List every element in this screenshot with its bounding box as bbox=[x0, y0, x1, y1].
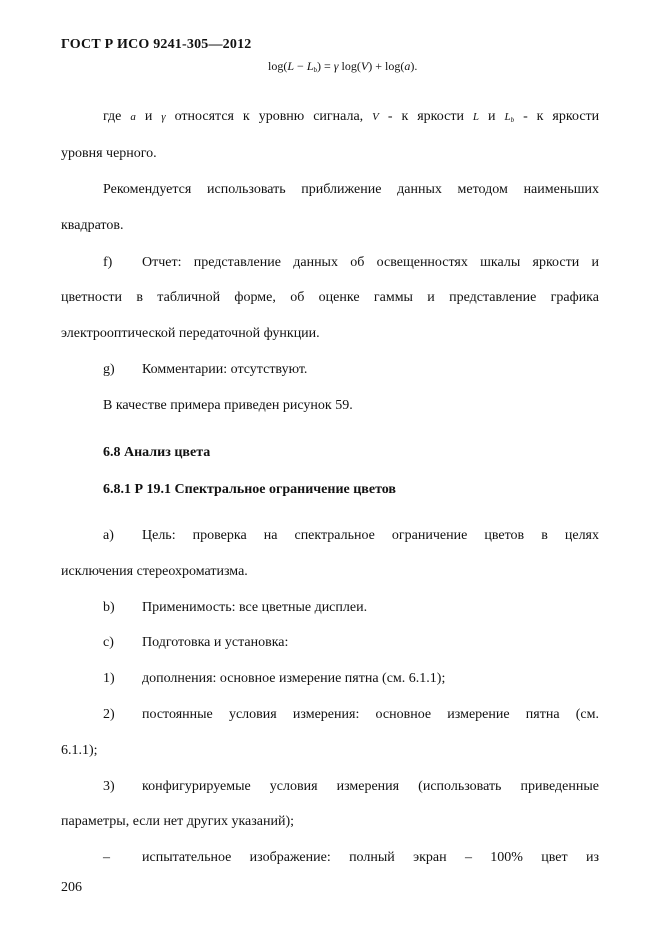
formula-V: V bbox=[360, 59, 369, 73]
item-a-line1: Цель: проверка на спектральное ограничение цветов в целях bbox=[142, 528, 599, 543]
heading-6-8-1: 6.8.1 Р 19.1 Спектральное ограничение цветов bbox=[103, 482, 396, 497]
where-w3: относятся к уровню сигнала, bbox=[174, 109, 364, 124]
item-1-text: дополнения: основное измерение пятна (см. 6.1.1); bbox=[142, 671, 446, 686]
item-b-label: b) bbox=[103, 600, 115, 615]
where-w4: - к яркости bbox=[387, 109, 464, 124]
where-Lb-sub: b bbox=[510, 116, 515, 124]
document-header: ГОСТ Р ИСО 9241-305—2012 bbox=[61, 37, 252, 52]
item-2-label: 2) bbox=[103, 707, 115, 722]
item-2-line1: постоянные условия измерения: основное измерение пятна (см. bbox=[142, 707, 599, 722]
item-a-line2: исключения стереохроматизма. bbox=[61, 564, 248, 579]
formula-a: a bbox=[404, 59, 411, 73]
para-recommend-line2: квадратов. bbox=[61, 218, 124, 233]
gamma-formula: $\log(L - L_b) = \gamma$ log(V) + log(a). bbox=[268, 59, 418, 74]
item-1-label: 1) bbox=[103, 671, 115, 686]
item-g-label: g) bbox=[103, 362, 115, 377]
item-3-line1: конфигурируемые условия измерения (использовать приведенные bbox=[142, 779, 599, 794]
item-3-line2: параметры, если нет других указаний); bbox=[61, 814, 295, 829]
item-f-line2: цветности в табличной форме, об оценке гаммы и представление графика bbox=[61, 290, 599, 305]
para-where-line1 bbox=[103, 109, 599, 125]
item-dash-label: – bbox=[103, 850, 110, 865]
para-recommend-line1: Рекомендуется использовать приближение данных методом наименьших bbox=[103, 182, 599, 197]
item-g-text: Комментарии: отсутствуют. bbox=[142, 362, 308, 377]
page-number: 206 bbox=[61, 880, 82, 895]
where-w5: и bbox=[488, 109, 496, 124]
item-b-text: Применимость: все цветные дисплеи. bbox=[142, 600, 368, 615]
para-example: В качестве примера приведен рисунок 59. bbox=[103, 398, 353, 413]
para-where-line2: уровня черного. bbox=[61, 146, 157, 161]
formula-gamma: γ bbox=[333, 59, 339, 73]
item-f-line1: Отчет: представление данных об освещенностях шкалы яркости и bbox=[142, 255, 599, 270]
item-c-label: c) bbox=[103, 635, 114, 650]
where-gamma: γ bbox=[161, 111, 166, 123]
item-dash-line1: испытательное изображение: полный экран – 100% цвет из bbox=[142, 850, 599, 865]
formula-plus: + bbox=[375, 59, 382, 73]
heading-6-8: 6.8 Анализ цвета bbox=[103, 445, 211, 460]
where-L: L bbox=[472, 111, 480, 123]
item-3-label: 3) bbox=[103, 779, 115, 794]
formula-Lb: L bbox=[306, 59, 314, 73]
item-2-line2: 6.1.1); bbox=[61, 743, 98, 758]
formula-log3: log bbox=[384, 59, 401, 73]
formula-L: L bbox=[287, 59, 295, 73]
where-V: V bbox=[372, 111, 379, 123]
where-w2: и bbox=[144, 109, 153, 124]
item-c-text: Подготовка и установка: bbox=[142, 635, 289, 650]
where-Lb bbox=[504, 111, 514, 123]
item-f-line3: электрооптической передаточной функции. bbox=[61, 326, 320, 341]
formula-eq: = bbox=[324, 59, 331, 73]
where-w6: - к яркости bbox=[523, 109, 600, 124]
where-w1: где bbox=[103, 109, 122, 124]
item-a-label: a) bbox=[103, 528, 114, 543]
where-a: a bbox=[130, 111, 136, 123]
item-f-label: f) bbox=[103, 255, 113, 270]
formula-Lb-sub: b bbox=[313, 66, 317, 74]
formula-log: log bbox=[268, 59, 284, 73]
formula-log2: log bbox=[341, 59, 357, 73]
where-Lb-main: L bbox=[504, 111, 511, 123]
